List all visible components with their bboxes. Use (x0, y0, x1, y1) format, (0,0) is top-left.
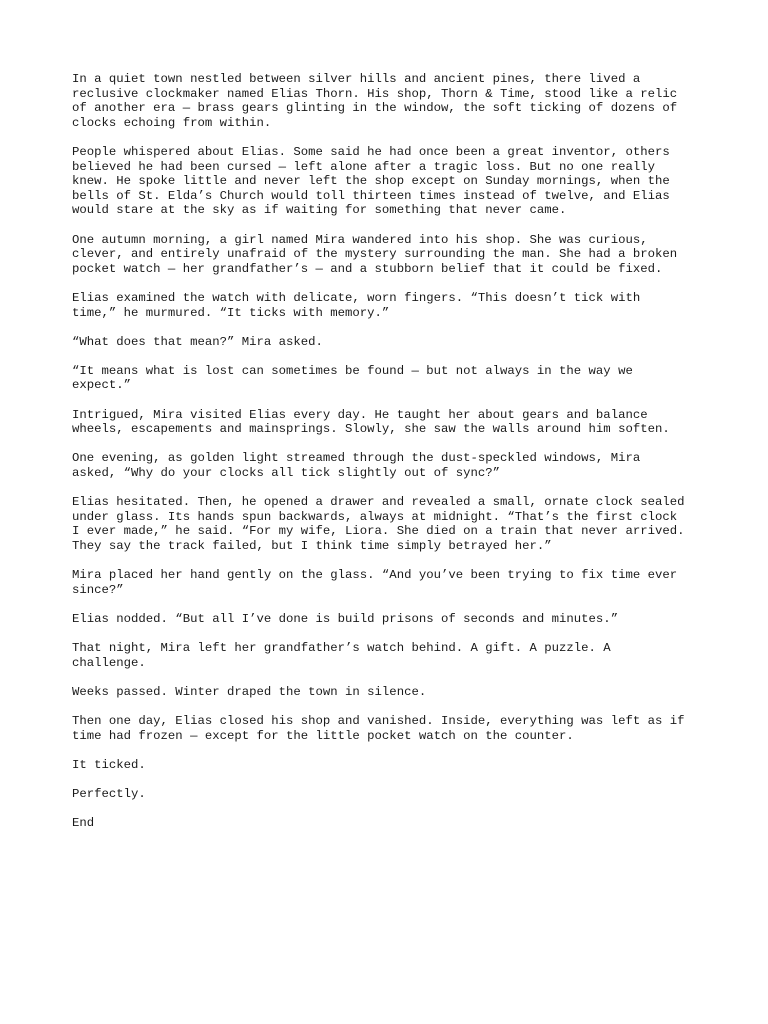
paragraph-7: Intrigued, Mira visited Elias every day. He taught her about gears and balance wheels, escapements and mainsprings. Slowly, she saw the walls around him soften. (72, 407, 670, 437)
paragraph-2: People whispered about Elias. Some said he had once been a great inventor, others believed he had been cursed — left alone after a tragic loss. But no one really knew. He spoke little and never left the shop except on Sunday mornings, when the bells of St. Elda’s Church would toll thirteen times instead of twelve, and Elias would stare at the sky as if waiting for something that never came. (72, 144, 670, 218)
paragraph-9: Elias hesitated. Then, he opened a drawer and revealed a small, ornate clock sealed under glass. Its hands spun backwards, always at midnight. “That’s the first clock I ever made,” he said. “For my wife, Liora. She died on a train that never arrived. They say the track failed, but I think time simply betrayed her.” (72, 495, 685, 553)
paragraph-1: In a quiet town nestled between silver hills and ancient pines, there lived a reclusive clockmaker named Elias Thorn. His shop, Thorn & Time, stood like a relic of another era — brass gears glinting in the window, the soft ticking of dozens of clocks echoing from within. (72, 72, 678, 130)
paragraph-13: Weeks passed. Winter draped the town in silence. (72, 684, 427, 699)
paragraph-12: That night, Mira left her grandfather’s watch behind. A gift. A puzzle. A challenge. (72, 641, 611, 670)
paragraph-6: “It means what is lost can sometimes be found — but not always in the way we expect.” (72, 363, 633, 393)
paragraph-15: It ticked. (72, 757, 146, 772)
paragraph-17: End (72, 816, 95, 831)
story-text (72, 72, 712, 845)
paragraph-11: Elias nodded. “But all I’ve done is build prisons of seconds and minutes.” (72, 611, 619, 626)
paragraph-4: Elias examined the watch with delicate, worn fingers. “This doesn’t tick with time,” he murmured. “It ticks with memory.” (72, 290, 641, 320)
paragraph-5: “What does that mean?” Mira asked. (72, 334, 323, 349)
paragraph-16: Perfectly. (72, 787, 146, 802)
paragraph-14: Then one day, Elias closed his shop and vanished. Inside, everything was left as if time had frozen — except for the little pocket watch on the counter. (72, 714, 685, 743)
paragraph-8: One evening, as golden light streamed through the dust-speckled windows, Mira asked, “Why do your clocks all tick slightly out of sync?” (72, 451, 641, 481)
paragraph-10: Mira placed her hand gently on the glass. “And you’ve been trying to fix time ever since?” (72, 568, 678, 597)
paragraph-3: One autumn morning, a girl named Mira wandered into his shop. She was curious, clever, and entirely unafraid of the mystery surrounding the man. She had a broken pocket watch — her grandfather’s — and a stubborn belief that it could be fixed. (72, 232, 678, 276)
